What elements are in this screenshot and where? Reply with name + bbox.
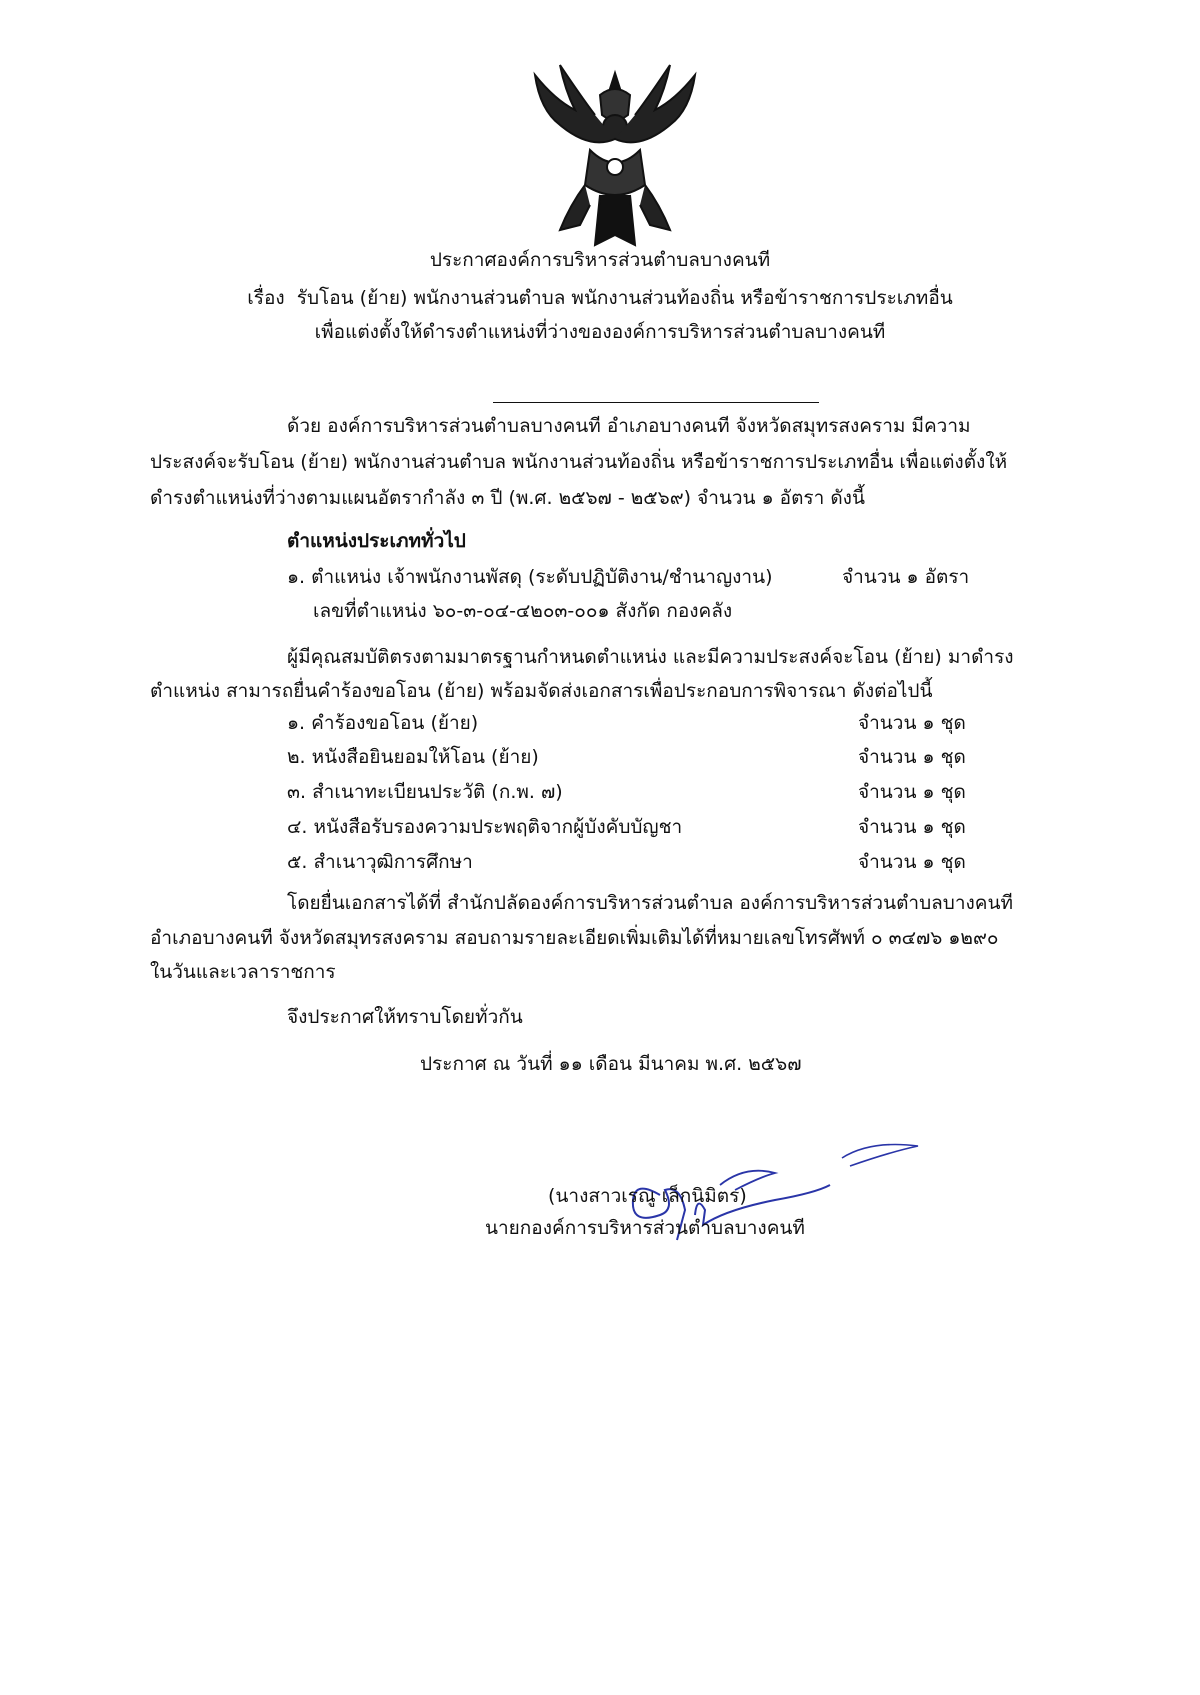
title-divider [493, 402, 819, 403]
submission-line-3: ในวันและเวลาราชการ [150, 961, 336, 983]
document-item-3: ๓. สำเนาทะเบียนประวัติ (ก.พ. ๗) [287, 781, 563, 803]
document-item-2: ๒. หนังสือยินยอมให้โอน (ย้าย) [287, 746, 539, 768]
subject-text: รับโอน (ย้าย) พนักงานส่วนตำบล พนักงานส่วนท้องถิ่น หรือข้าราชการประเภทอื่น [296, 287, 953, 309]
signer-name: (นางสาวเรณู เล็กนิมิตร) [548, 1185, 747, 1207]
document-item-5-count: จำนวน ๑ ชุด [858, 851, 966, 873]
submission-line-1: โดยยื่นเอกสารได้ที่ สำนักปลัดองค์การบริหารส่วนตำบล องค์การบริหารส่วนตำบลบางคนที [287, 892, 1014, 914]
position-item-1-count: จำนวน ๑ อัตรา [842, 566, 970, 588]
positions-heading: ตำแหน่งประเภททั่วไป [287, 530, 466, 552]
announcement-date: ประกาศ ณ วันที่ ๑๑ เดือน มีนาคม พ.ศ. ๒๕๖๗ [420, 1053, 802, 1075]
qualify-line-1: ผู้มีคุณสมบัติตรงตามมาตรฐานกำหนดตำแหน่ง และมีความประสงค์จะโอน (ย้าย) มาดำรง [287, 646, 1014, 668]
announcement-title: ประกาศองค์การบริหารส่วนตำบลบางคนที [429, 249, 771, 271]
subject-label: เรื่อง [247, 287, 285, 309]
document-item-4: ๔. หนังสือรับรองความประพฤติจากผู้บังคับบัญชา [287, 816, 683, 838]
position-item-1: ๑. ตำแหน่ง เจ้าพนักงานพัสดุ (ระดับปฏิบัติงาน/ชำนาญงาน) [287, 566, 773, 588]
document-item-2-count: จำนวน ๑ ชุด [858, 746, 966, 768]
subject-line-1 [0, 284, 1200, 312]
document-item-1: ๑. คำร้องขอโอน (ย้าย) [287, 712, 479, 734]
closing-announce: จึงประกาศให้ทราบโดยทั่วกัน [287, 1006, 523, 1028]
subject-line-2: เพื่อแต่งตั้งให้ดำรงตำแหน่งที่ว่างขององค์การบริหารส่วนตำบลบางคนที [314, 321, 886, 343]
intro-line-2: ประสงค์จะรับโอน (ย้าย) พนักงานส่วนตำบล พนักงานส่วนท้องถิ่น หรือข้าราชการประเภทอื่น เพื่อแต่งตั้งให้ [150, 451, 1008, 473]
position-item-1-detail: เลขที่ตำแหน่ง ๖๐-๓-๐๔-๔๒๐๓-๐๐๑ สังกัด กองคลัง [313, 600, 733, 622]
intro-line-3: ดำรงตำแหน่งที่ว่างตามแผนอัตรากำลัง ๓ ปี (พ.ศ. ๒๕๖๗ - ๒๕๖๙) จำนวน ๑ อัตรา ดังนี้ [150, 487, 865, 509]
submission-line-2: อำเภอบางคนที จังหวัดสมุทรสงคราม สอบถามรายละเอียดเพิ่มเติมได้ที่หมายเลขโทรศัพท์ ๐ ๓๔๗๖ ๑๒๙๐ [150, 927, 999, 949]
document-item-5: ๕. สำเนาวุฒิการศึกษา [287, 851, 473, 873]
document-item-1-count: จำนวน ๑ ชุด [858, 712, 966, 734]
document-item-4-count: จำนวน ๑ ชุด [858, 816, 966, 838]
document-item-3-count: จำนวน ๑ ชุด [858, 781, 966, 803]
qualify-line-2: ตำแหน่ง สามารถยื่นคำร้องขอโอน (ย้าย) พร้อมจัดส่งเอกสารเพื่อประกอบการพิจารณา ดังต่อไปนี้ [150, 680, 933, 702]
signer-title: นายกองค์การบริหารส่วนตำบลบางคนที [485, 1217, 805, 1239]
garuda-emblem-icon [520, 55, 710, 255]
date-flourish-icon [840, 1138, 920, 1168]
intro-line-1: ด้วย องค์การบริหารส่วนตำบลบางคนที อำเภอบางคนที จังหวัดสมุทรสงคราม มีความ [287, 415, 971, 437]
